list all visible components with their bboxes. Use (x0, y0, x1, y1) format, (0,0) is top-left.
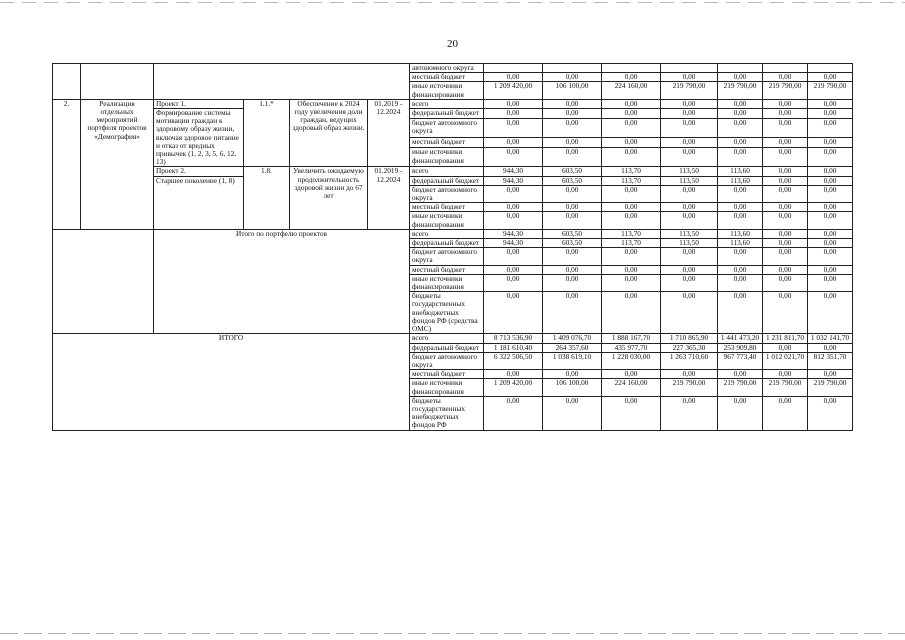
source-label: бюджет автономного округа (410, 352, 484, 369)
amount-cell: 0,00 (763, 274, 808, 291)
amount-cell: 0,00 (661, 274, 718, 291)
amount-cell: 1 263 710,60 (661, 352, 718, 369)
amount-cell: 0,00 (808, 212, 853, 229)
amount-cell: 1 441 473,20 (718, 334, 763, 343)
amount-cell: 0,00 (602, 265, 661, 274)
amount-cell: 0,00 (808, 119, 853, 138)
amount-cell: 224 160,00 (602, 82, 661, 99)
amount-cell: 106 100,00 (543, 82, 602, 99)
amount-cell: 113,70 (602, 229, 661, 238)
amount-cell: 0,00 (543, 73, 602, 82)
amount-cell: 0,00 (484, 99, 543, 108)
table-row (53, 229, 853, 238)
amount-cell: 0,00 (808, 248, 853, 265)
amount-cell: 0,00 (763, 396, 808, 430)
amount-cell: 113,70 (602, 167, 661, 176)
amount-cell: 0,00 (718, 119, 763, 138)
amount-cell: 219 790,00 (718, 379, 763, 396)
amount-cell: 0,00 (484, 370, 543, 379)
amount-cell: 0,00 (763, 343, 808, 352)
amount-cell: 0,00 (718, 109, 763, 119)
amount-cell: 0,00 (602, 292, 661, 334)
financing-table (52, 63, 853, 431)
amount-cell: 944,30 (484, 239, 543, 248)
amount-cell: 0,00 (763, 185, 808, 202)
amount-cell: 0,00 (718, 203, 763, 212)
amount-cell: 1 409 076,70 (543, 334, 602, 343)
amount-cell: 113,50 (661, 229, 718, 238)
amount-cell: 0,00 (661, 73, 718, 82)
amount-cell: 0,00 (602, 203, 661, 212)
amount-cell: 0,00 (484, 185, 543, 202)
amount-cell: 219 790,00 (763, 82, 808, 99)
source-label: бюджет автономного округа (410, 185, 484, 202)
amount-cell: 219 790,00 (763, 379, 808, 396)
amount-cell: 1 012 021,70 (763, 352, 808, 369)
amount-cell: 0,00 (602, 370, 661, 379)
amount-cell: 1 181 610,40 (484, 343, 543, 352)
source-label: федеральный бюджет (410, 109, 484, 119)
source-label: местный бюджет (410, 138, 484, 148)
amount-cell: 0,00 (661, 119, 718, 138)
amount-cell: 0,00 (543, 148, 602, 167)
amount-cell: 0,00 (484, 396, 543, 430)
amount-cell: 0,00 (718, 73, 763, 82)
amount-cell: 0,00 (763, 212, 808, 229)
project-title: Проект 2. (154, 167, 244, 176)
amount-cell: 0,00 (484, 203, 543, 212)
amount-cell: 0,00 (808, 109, 853, 119)
source-label: всего (410, 99, 484, 108)
amount-cell: 0,00 (484, 148, 543, 167)
amount-cell: 0,00 (484, 138, 543, 148)
amount-cell: 603,50 (543, 176, 602, 185)
amount-cell: 8 713 536,90 (484, 334, 543, 343)
amount-cell: 0,00 (763, 248, 808, 265)
amount-cell: 0,00 (543, 274, 602, 291)
amount-cell: 0,00 (763, 167, 808, 176)
project-goal: Обеспечение к 2024 году увеличения доли граждан, ведущих здоровый образ жизни. (290, 99, 368, 167)
table-row (53, 334, 853, 343)
amount-cell: 0,00 (763, 176, 808, 185)
amount-cell: 113,50 (661, 176, 718, 185)
amount-cell: 0,00 (661, 248, 718, 265)
project-title: Проект 1. (154, 99, 244, 108)
amount-cell: 0,00 (484, 265, 543, 274)
amount-cell: 0,00 (602, 185, 661, 202)
amount-cell: 113,70 (602, 239, 661, 248)
amount-cell: 0,00 (602, 148, 661, 167)
source-label: всего (410, 334, 484, 343)
table-row (53, 176, 853, 185)
amount-cell: 0,00 (763, 239, 808, 248)
amount-cell: 113,60 (718, 167, 763, 176)
amount-cell: 0,00 (543, 396, 602, 430)
source-label: местный бюджет (410, 73, 484, 82)
amount-cell: 0,00 (808, 185, 853, 202)
amount-cell: 944,30 (484, 229, 543, 238)
amount-cell: 0,00 (602, 274, 661, 291)
amount-cell: 0,00 (543, 292, 602, 334)
amount-cell: 224 160,00 (602, 379, 661, 396)
amount-cell: 0,00 (808, 176, 853, 185)
amount-cell: 1 228 030,00 (602, 352, 661, 369)
cell-empty (53, 229, 154, 333)
scan-top-edge (0, 2, 905, 3)
amount-cell: 0,00 (808, 370, 853, 379)
amount-cell: 227 365,30 (661, 343, 718, 352)
project-period: 01.2019 - 12.2024 (368, 99, 410, 167)
source-label: местный бюджет (410, 370, 484, 379)
amount-cell: 0,00 (718, 274, 763, 291)
amount-cell: 944,30 (484, 176, 543, 185)
amount-cell: 219 790,00 (808, 82, 853, 99)
amount-cell: 0,00 (808, 396, 853, 430)
amount-cell: 0,00 (763, 119, 808, 138)
activity-number: 2. (53, 99, 81, 229)
amount-cell: 0,00 (763, 109, 808, 119)
source-label: федеральный бюджет (410, 343, 484, 352)
amount-cell: 812 351,70 (808, 352, 853, 369)
amount-cell: 1 209 420,00 (484, 82, 543, 99)
amount-cell: 0,00 (808, 99, 853, 108)
amount-cell: 603,50 (543, 167, 602, 176)
source-label: всего (410, 229, 484, 238)
grand-total-label: ИТОГО (53, 334, 410, 430)
amount-cell: 0,00 (602, 396, 661, 430)
amount-cell: 0,00 (808, 343, 853, 352)
amount-cell: 0,00 (808, 138, 853, 148)
amount-cell: 0,00 (661, 109, 718, 119)
table-row (53, 64, 853, 73)
amount-cell: 0,00 (661, 292, 718, 334)
amount-cell: 113,50 (661, 239, 718, 248)
amount-cell: 219 790,00 (661, 82, 718, 99)
project-code: 1.1.* (244, 99, 290, 167)
source-label: бюджет автономного округа (410, 119, 484, 138)
table-row (53, 99, 853, 108)
scan-bottom-edge (0, 633, 905, 634)
amount-cell: 0,00 (808, 73, 853, 82)
amount-cell: 0,00 (484, 248, 543, 265)
amount-cell: 0,00 (718, 370, 763, 379)
amount-cell: 0,00 (602, 212, 661, 229)
amount-cell: 0,00 (661, 265, 718, 274)
amount-cell: 944,30 (484, 167, 543, 176)
amount-cell: 106 100,00 (543, 379, 602, 396)
cell-empty (81, 64, 154, 100)
source-label: всего (410, 167, 484, 176)
amount-cell: 0,00 (543, 138, 602, 148)
amount-cell: 1 032 141,70 (808, 334, 853, 343)
amount-cell: 0,00 (718, 292, 763, 334)
amount-cell: 603,50 (543, 229, 602, 238)
amount-cell: 0,00 (661, 99, 718, 108)
source-label: иные источники финансирования (410, 274, 484, 291)
source-label: федеральный бюджет (410, 176, 484, 185)
amount-cell: 264 357,60 (543, 343, 602, 352)
portfolio-total-label: Итого по портфелю проектов (154, 229, 410, 333)
source-label: иные источники финансирования (410, 82, 484, 99)
amount-cell: 0,00 (661, 138, 718, 148)
amount-cell: 0,00 (543, 212, 602, 229)
amount-cell: 219 790,00 (808, 379, 853, 396)
source-label: местный бюджет (410, 265, 484, 274)
source-label: федеральный бюджет (410, 239, 484, 248)
amount-cell: 0,00 (718, 265, 763, 274)
amount-cell: 0,00 (602, 248, 661, 265)
amount-cell: 0,00 (543, 109, 602, 119)
amount-cell: 0,00 (718, 185, 763, 202)
amount-cell: 0,00 (602, 109, 661, 119)
project-code: 1.8. (244, 167, 290, 229)
amount-cell: 0,00 (718, 248, 763, 265)
amount-cell: 0,00 (543, 99, 602, 108)
source-label: бюджет автономного округа (410, 248, 484, 265)
amount-cell: 0,00 (661, 148, 718, 167)
amount-cell: 0,00 (543, 203, 602, 212)
amount-cell: 0,00 (484, 119, 543, 138)
cell-empty (53, 64, 81, 100)
source-label: автономного округа (410, 64, 484, 73)
source-label: иные источники финансирования (410, 379, 484, 396)
project-goal: Увеличить ожидаемую продолжительность здоровой жизни до 67 лет (290, 167, 368, 229)
amount-cell: 113,60 (718, 229, 763, 238)
amount-cell: 0,00 (661, 396, 718, 430)
amount-cell: 219 790,00 (718, 82, 763, 99)
amount-cell: 113,50 (661, 167, 718, 176)
amount-cell: 0,00 (543, 185, 602, 202)
amount-cell: 0,00 (543, 265, 602, 274)
amount-cell: 0,00 (808, 239, 853, 248)
project-description: Старшее поколение (1, 8) (154, 176, 244, 229)
amount-cell: 0,00 (484, 109, 543, 119)
amount-cell: 1 209 420,00 (484, 379, 543, 396)
amount-cell: 0,00 (763, 148, 808, 167)
amount-cell: 0,00 (763, 292, 808, 334)
amount-cell: 1 231 811,70 (763, 334, 808, 343)
amount-cell: 1 888 167,70 (602, 334, 661, 343)
amount-cell: 0,00 (808, 167, 853, 176)
amount-cell: 0,00 (661, 203, 718, 212)
project-description: Формирование системы мотивации граждан к здоровому образу жизни, включая здоровое питание и отказ от вредных привычек (1, 2, 3, 5, 6, 12, 13) (154, 109, 244, 167)
source-label: иные источники финансирования (410, 148, 484, 167)
amount-cell: 253 909,80 (718, 343, 763, 352)
amount-cell: 0,00 (718, 99, 763, 108)
amount-cell: 0,00 (808, 265, 853, 274)
page-number: 20 (447, 38, 458, 50)
table-row (53, 167, 853, 176)
amount-cell: 0,00 (763, 265, 808, 274)
amount-cell: 0,00 (763, 370, 808, 379)
source-label: бюджеты государственных внебюджетных фондов РФ (средства ОМС) (410, 292, 484, 334)
amount-cell: 0,00 (808, 148, 853, 167)
amount-cell: 0,00 (808, 203, 853, 212)
amount-cell: 0,00 (602, 119, 661, 138)
amount-cell: 0,00 (763, 99, 808, 108)
project-period: 01.2019 - 12.2024 (368, 167, 410, 229)
amount-cell: 0,00 (661, 370, 718, 379)
amount-cell: 0,00 (602, 73, 661, 82)
amount-cell: 0,00 (543, 370, 602, 379)
amount-cell: 1 038 619,10 (543, 352, 602, 369)
amount-cell: 0,00 (808, 274, 853, 291)
amount-cell: 603,50 (543, 239, 602, 248)
activity-name: Реализация отдельных мероприятий портфеля проектов «Демография» (81, 99, 154, 229)
amount-cell: 0,00 (484, 274, 543, 291)
amount-cell: 0,00 (718, 138, 763, 148)
amount-cell: 0,00 (484, 73, 543, 82)
amount-cell: 0,00 (763, 73, 808, 82)
amount-cell: 967 773,40 (718, 352, 763, 369)
amount-cell: 0,00 (763, 203, 808, 212)
amount-cell: 0,00 (484, 212, 543, 229)
source-label: иные источники финансирования (410, 212, 484, 229)
amount-cell: 113,70 (602, 176, 661, 185)
amount-cell: 219 790,00 (661, 379, 718, 396)
amount-cell: 0,00 (661, 212, 718, 229)
amount-cell: 0,00 (718, 148, 763, 167)
amount-cell: 0,00 (763, 138, 808, 148)
amount-cell: 0,00 (661, 185, 718, 202)
amount-cell: 0,00 (718, 396, 763, 430)
amount-cell: 6 322 506,50 (484, 352, 543, 369)
source-label: бюджеты государственных внебюджетных фондов РФ (410, 396, 484, 430)
amount-cell: 1 710 865,90 (661, 334, 718, 343)
amount-cell: 0,00 (763, 229, 808, 238)
amount-cell: 0,00 (543, 119, 602, 138)
amount-cell: 0,00 (808, 292, 853, 334)
amount-cell: 0,00 (543, 248, 602, 265)
amount-cell: 0,00 (718, 212, 763, 229)
source-label: местный бюджет (410, 203, 484, 212)
amount-cell: 0,00 (808, 229, 853, 238)
table-row (53, 109, 853, 119)
amount-cell: 0,00 (602, 99, 661, 108)
amount-cell: 435 977,70 (602, 343, 661, 352)
amount-cell: 0,00 (484, 292, 543, 334)
amount-cell: 113,60 (718, 239, 763, 248)
amount-cell: 0,00 (602, 138, 661, 148)
cell-empty (154, 64, 410, 100)
amount-cell: 113,60 (718, 176, 763, 185)
